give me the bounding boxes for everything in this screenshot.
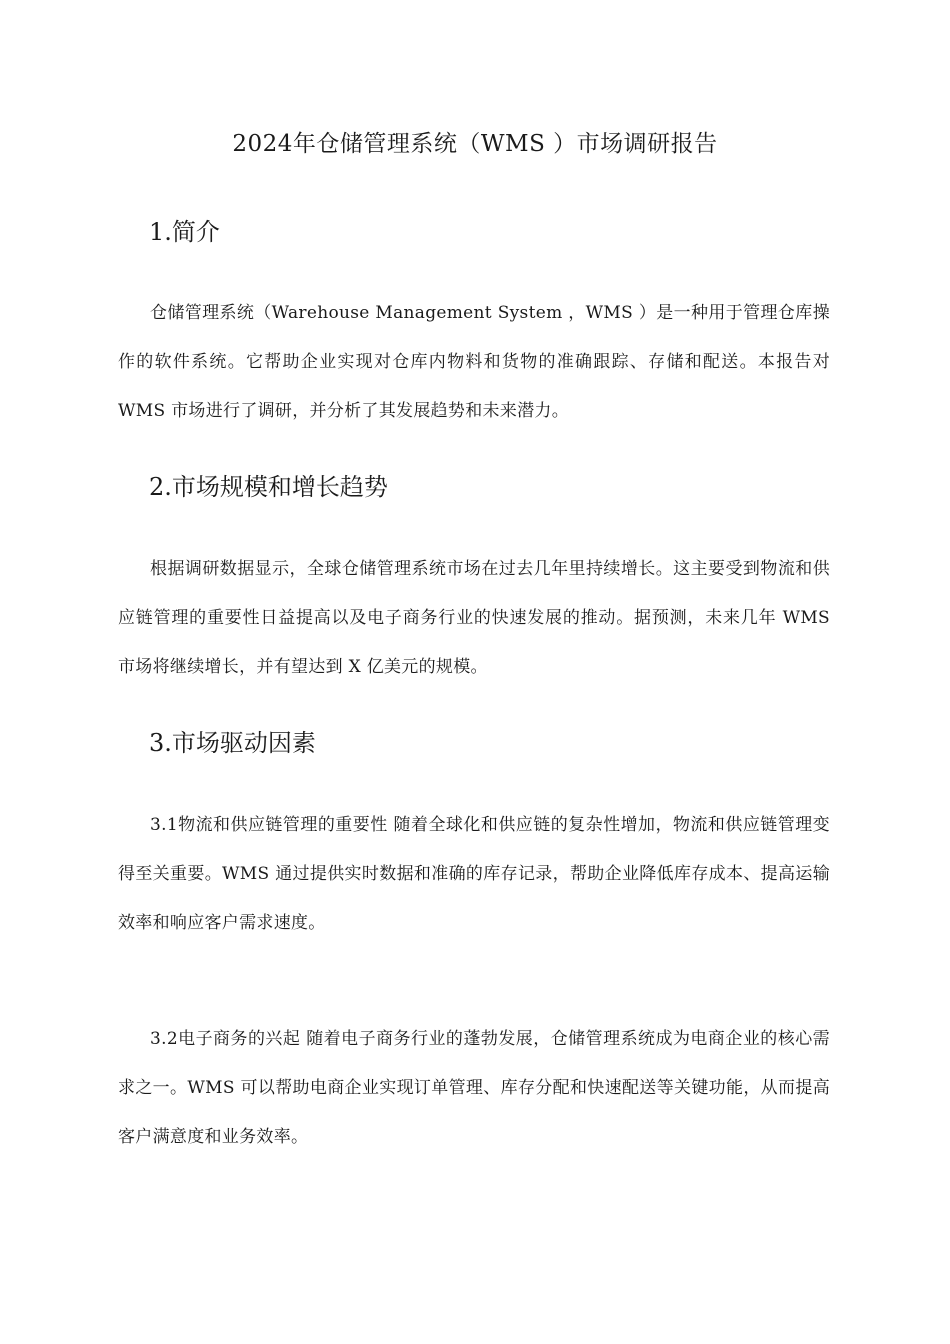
paragraph-driver-ecommerce: 3.2电子商务的兴起 随着电子商务行业的蓬勃发展，仓储管理系统成为电商企业的核心需求之一。WMS 可以帮助电商企业实现订单管理、库存分配和快速配送等关键功能，从而提高客户满意度和业务效率。 [118, 1029, 830, 1147]
section-heading-market-drivers: 3.市场驱动因素 [149, 729, 316, 757]
section-heading-market-size: 2.市场规模和增长趋势 [149, 473, 388, 501]
document-title: 2024年仓储管理系统（WMS ）市场调研报告 [232, 131, 718, 157]
paragraph-market-size: 根据调研数据显示，全球仓储管理系统市场在过去几年里持续增长。这主要受到物流和供应链管理的重要性日益提高以及电子商务行业的快速发展的推动。据预测，未来几年 WMS 市场将继续增长，并有望达到 X 亿美元的规模。 [118, 559, 830, 677]
paragraph-driver-logistics: 3.1物流和供应链管理的重要性 随着全球化和供应链的复杂性增加，物流和供应链管理变得至关重要。WMS 通过提供实时数据和准确的库存记录，帮助企业降低库存成本、提高运输效率和响应客户需求速度。 [118, 815, 830, 933]
section-heading-intro: 1.简介 [149, 218, 220, 246]
paragraph-intro: 仓储管理系统（Warehouse Management System ，WMS ）是一种用于管理仓库操作的软件系统。它帮助企业实现对仓库内物料和货物的准确跟踪、存储和配送。本报告对 WMS 市场进行了调研，并分析了其发展趋势和未来潜力。 [118, 303, 830, 421]
